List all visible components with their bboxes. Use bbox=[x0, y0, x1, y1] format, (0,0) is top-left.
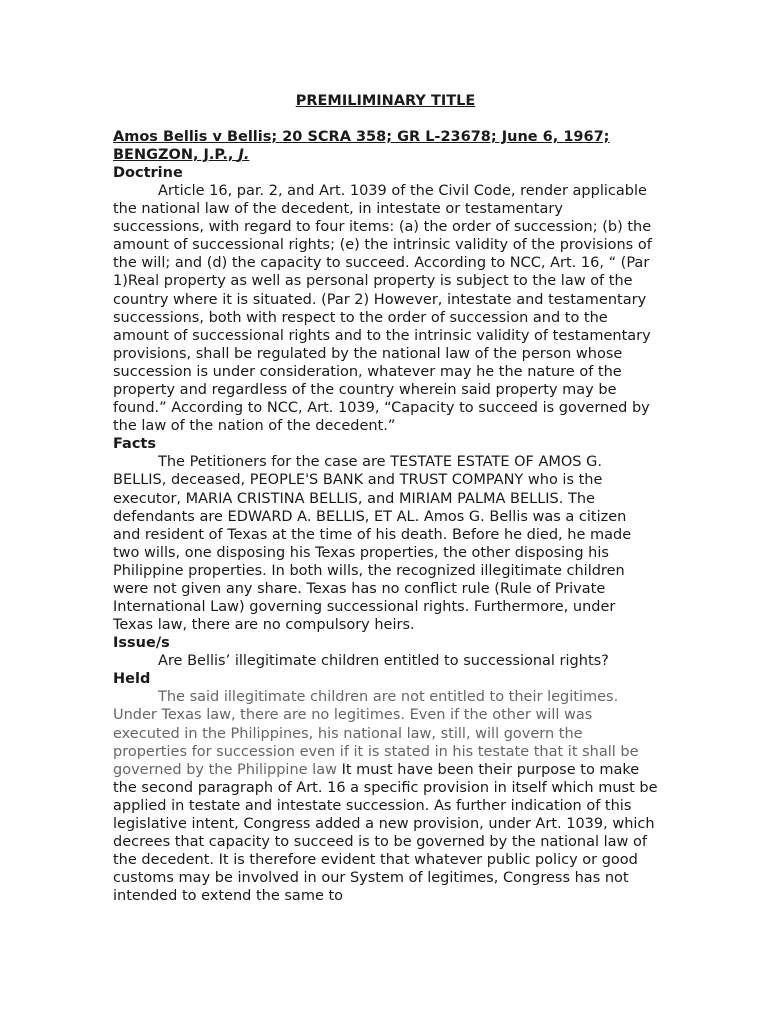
held-text-gray: The said illegitimate children are not entitled to their legitimes. Under Texas law, there are no legitimes. Even if the other will was executed in the Philippines, his national law, still, will govern the properties for succession even if it is stated in his testate that it shall be governed by the Philippine law bbox=[113, 689, 639, 778]
facts-text: The Petitioners for the case are TESTATE ESTATE OF AMOS G. BELLIS, deceased, PEOPLE'S BANK and TRUST COMPANY who is the executor, MARIA CRISTINA BELLIS, and MIRIAM PALMA BELLIS. The defendants are EDWARD A. BELLIS, ET AL. Amos G. Bellis was a citizen and resident of Texas at the time of his death. Before he died, he made two wills, one disposing his Texas properties, the other disposing his Philippine properties. In both wills, the recognized illegitimate children were not given any share. Texas has no conflict rule (Rule of Private International Law) governing successional rights. Furthermore, under Texas law, there are no compulsory heirs. bbox=[113, 454, 632, 634]
judge-suffix: J. bbox=[238, 147, 250, 163]
case-citation: Amos Bellis v Bellis; 20 SCRA 358; GR L-23678; June 6, 1967; BENGZON, J.P., bbox=[113, 129, 610, 163]
issues-heading: Issue/s bbox=[113, 635, 170, 652]
held-text bbox=[113, 688, 658, 905]
document-title: PREMILIMINARY TITLE bbox=[295, 93, 476, 109]
case-caption bbox=[113, 128, 658, 164]
doctrine-heading: Doctrine bbox=[113, 165, 183, 181]
facts-heading: Facts bbox=[113, 436, 156, 453]
issues-text: Are Bellis’ illegitimate children entitled to successional rights? bbox=[158, 653, 609, 670]
doctrine-text: Article 16, par. 2, and Art. 1039 of the Civil Code, render applicable the national law of the decedent, in intestate or testamentary successions, with regard to four items: (a) the order of succession; (b) the amount of successional rights; (e) the intrinsic validity of the provisions of the will; and (d) the capacity to succeed. According to NCC, Art. 16, “ (Par 1)Real property as well as personal property is subject to the law of the country where it is situated. (Par 2) However, intestate and testamentary successions, both with respect to the order of succession and to the amount of successional rights and to the intrinsic validity of testamentary provisions, shall be regulated by the national law of the person whose succession is under consideration, whatever may he the nature of the property and regardless of the country wherein said property may be found.” According to NCC, Art. 1039, “Capacity to succeed is governed by the law of the nation of the decedent.” bbox=[113, 183, 652, 435]
held-text-black: It must have been their purpose to make the second paragraph of Art. 16 a specific provision in itself which must be applied in testate and intestate succession. As further indication of this legislative intent, Congress added a new provision, under Art. 1039, which decrees that capacity to succeed is to be governed by the national law of the decedent. It is therefore evident that whatever public policy or good customs may be involved in our System of legitimes, Congress has not intended to extend the same to bbox=[113, 761, 658, 905]
document-page bbox=[113, 92, 658, 905]
held-heading: Held bbox=[113, 671, 151, 688]
